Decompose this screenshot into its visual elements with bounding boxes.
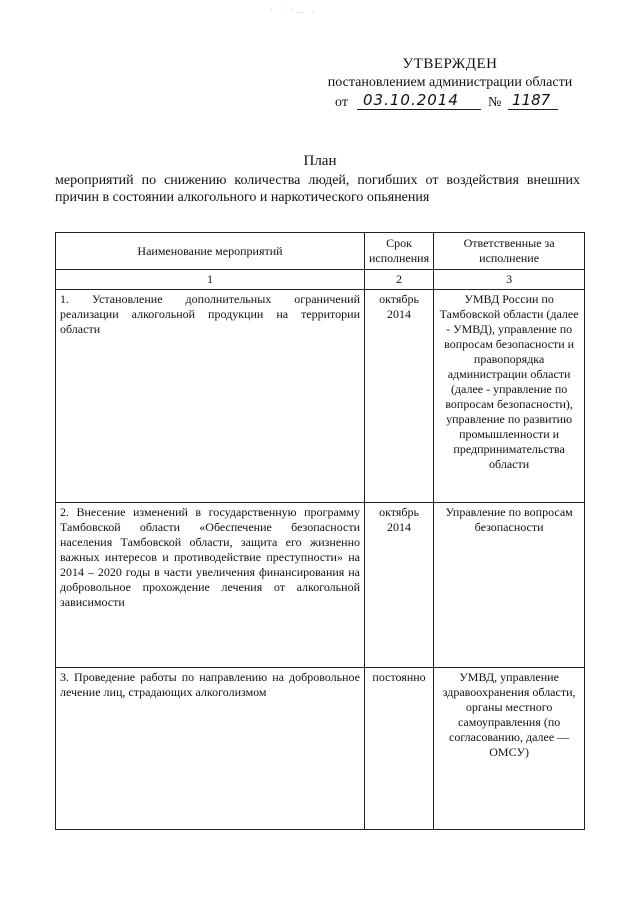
date-label: от [335,95,348,110]
term-cell: октябрь 2014 [365,290,434,503]
approval-date-line [305,93,595,113]
number-label: № [488,95,502,110]
header-responsible: Ответственные за исполнение [434,233,585,270]
approval-subheading: постановлением администрации области [327,75,573,90]
responsible-cell: УМВД, управление здравоохранения области, органы местного самоуправления (по согласованию, далее — ОМСУ) [434,668,585,830]
table-row [56,503,585,668]
header-term: Срок исполнения [365,233,434,270]
column-number: 3 [434,270,585,290]
term-cell: октябрь 2014 [365,503,434,668]
scan-specks: · ˙ ·.. . [270,6,317,15]
responsible-cell: Управление по вопросам безопасности [434,503,585,668]
approval-heading: УТВЕРЖДЕН [402,56,498,72]
responsible-cell: УМВД России по Тамбовской области (далее - УМВД), управление по вопросам безопасности и правопорядка администрации области (далее - управление по вопросам безопасности), управление по развитию промышленности и предпринимательства области [434,290,585,503]
activity-cell: 2. Внесение изменений в государственную программу Тамбовской области «Обеспечение безопасности населения Тамбовской области, защита его жизненно важных интересов и противодействие преступности» на 2014 – 2020 годы в части увеличения финансирования на добровольное прохождение лечения от алкогольной зависимости [56,503,365,668]
column-number-row [56,270,585,290]
column-number: 2 [365,270,434,290]
header-activity: Наименование мероприятий [56,233,365,270]
plan-title: План [303,153,337,169]
table-header-row [56,233,585,270]
activity-cell: 3. Проведение работы по направлению на добровольное лечение лиц, страдающих алкоголизмом [56,668,365,830]
activity-cell: 1. Установление дополнительных ограничений реализации алкогольной продукции на территории области [56,290,365,503]
term-cell: постоянно [365,668,434,830]
table-row [56,668,585,830]
column-number: 1 [56,270,365,290]
plan-subtitle: мероприятий по снижению количества людей, погибших от воздействия внешних причин в состоянии алкогольного и наркотического опьянения [55,173,580,205]
table-row [56,290,585,503]
approval-stamp [305,56,595,113]
plan-table [55,232,585,830]
approval-date: 03.10.2014 [357,91,481,110]
approval-number: 1187 [508,91,558,110]
